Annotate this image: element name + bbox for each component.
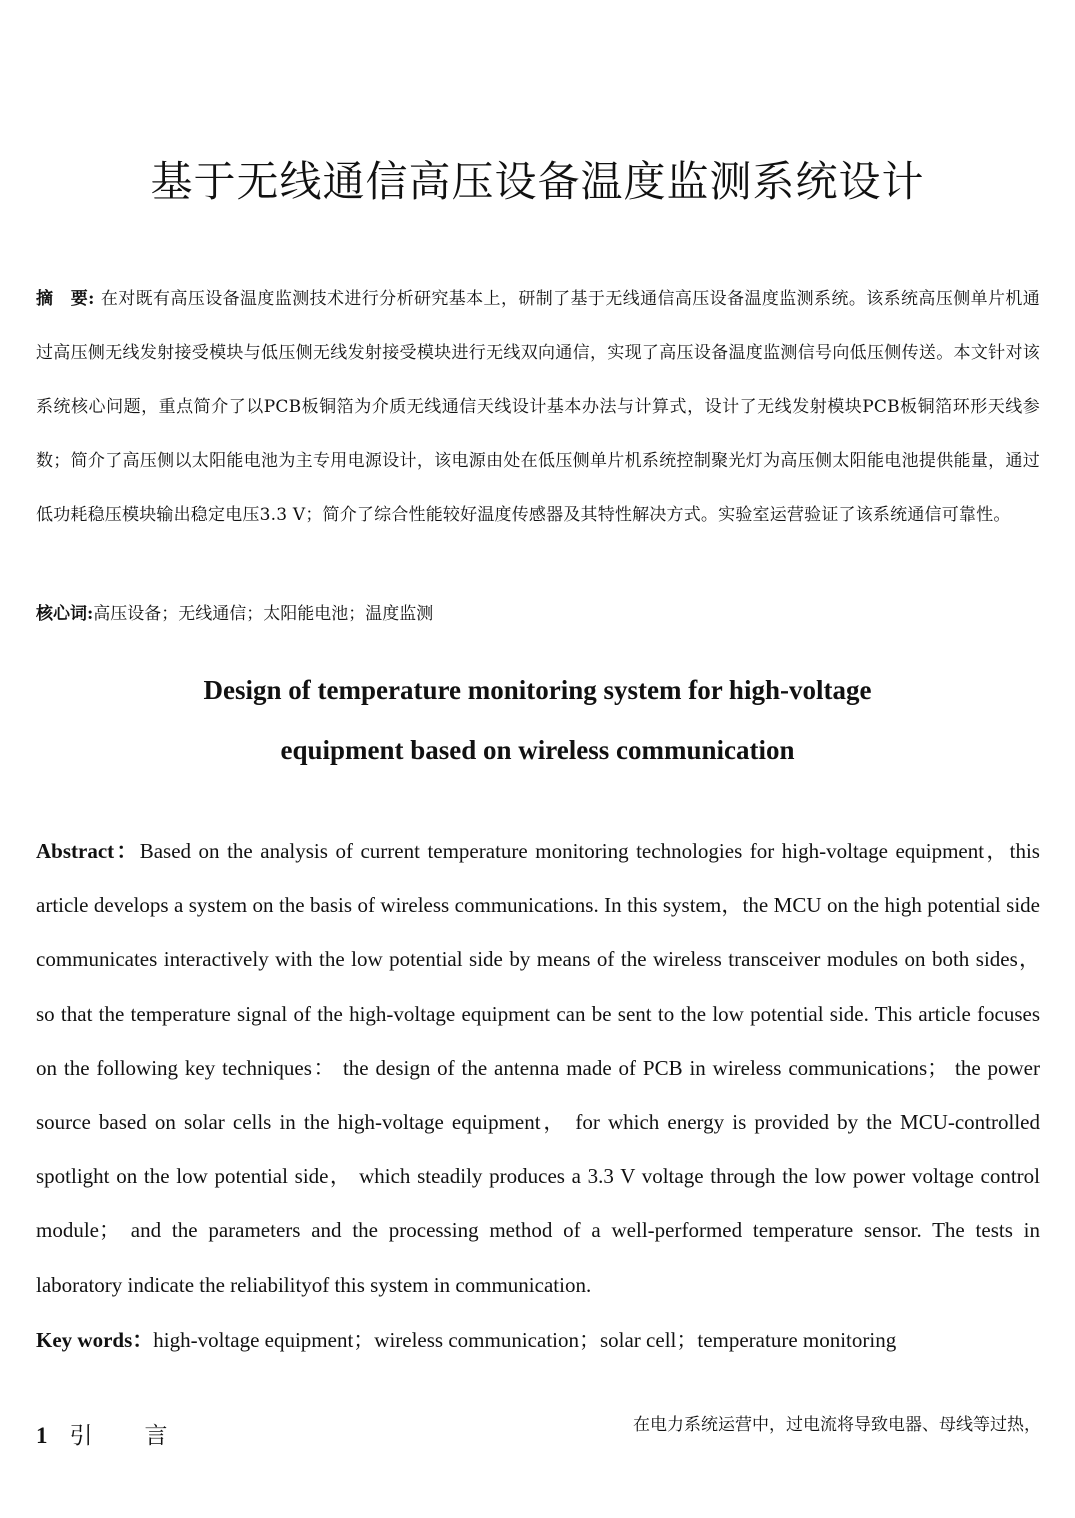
english-keywords-label: Key words： (36, 1328, 154, 1352)
english-title-line-1: Design of temperature monitoring system for high-voltage (203, 675, 872, 705)
english-keywords-text: high-voltage equipment；wireless communication；solar cell；temperature monitoring (153, 1328, 897, 1352)
english-keywords (36, 1320, 896, 1360)
chinese-abstract-text: 在对既有高压设备温度监测技术进行分析研究基本上，研制了基于无线通信高压设备温度监测系统。该系统高压侧单片机通过高压侧无线发射接受模块与低压侧无线发射接受模块进行无线双向通信，实现了高压设备温度监测信号向低压侧传送。本文针对该系统核心问题，重点简介了以PCB板铜箔为介质无线通信天线设计基本办法与计算式，设计了无线发射模块PCB板铜箔环形天线参数；简介了高压侧以太阳能电池为主专用电源设计，该电源由处在低压侧单片机系统控制聚光灯为高压侧太阳能电池提供能量，通过低功耗稳压模块输出稳定电压3.3 V；简介了综合性能较好温度传感器及其特性解决方式。实验室运营验证了该系统通信可靠性。 (36, 289, 1040, 525)
english-abstract (36, 824, 1040, 1312)
chinese-abstract (36, 272, 1040, 542)
english-abstract-label: Abstract： (36, 839, 140, 863)
intro-paragraph: 在电力系统运营中，过电流将导致电器、母线等过热， (633, 1415, 1041, 1435)
chinese-title: 基于无线通信高压设备温度监测系统设计 (150, 157, 925, 206)
section-heading (36, 1414, 220, 1458)
english-title-line-2: equipment based on wireless communication (280, 735, 795, 765)
chinese-keywords-text: 高压设备；无线通信；太阳能电池；温度监测 (93, 604, 434, 624)
english-abstract-text: Based on the analysis of current temperature monitoring technologies for high-voltage equipment，this article develops a system on the basis of wireless communications. In this system，the MCU on the high potential side communicates interactively with the low potential side by means of the wireless transceiver modules on both sides， so that the temperature signal of the high-voltage equipment can be sent to the low potential side. This article focuses on the following key techniques： the design of the antenna made of PCB in wireless communications； the power source based on solar cells in the high-voltage equipment， for which energy is provided by the MCU-controlled spotlight on the low potential side， which steadily produces a 3.3 V voltage through the low power voltage control module； and the parameters and the processing method of a well-performed temperature sensor. The tests in laboratory indicate the reliabilityof this system in communication. (36, 839, 1040, 1297)
english-title (0, 660, 1075, 780)
chinese-abstract-label: 摘 要: (36, 289, 95, 309)
section-number: 1 (36, 1423, 48, 1448)
chinese-keywords-label: 核心词: (36, 604, 94, 624)
section-title: 引言 (69, 1423, 220, 1448)
chinese-keywords (36, 596, 433, 632)
